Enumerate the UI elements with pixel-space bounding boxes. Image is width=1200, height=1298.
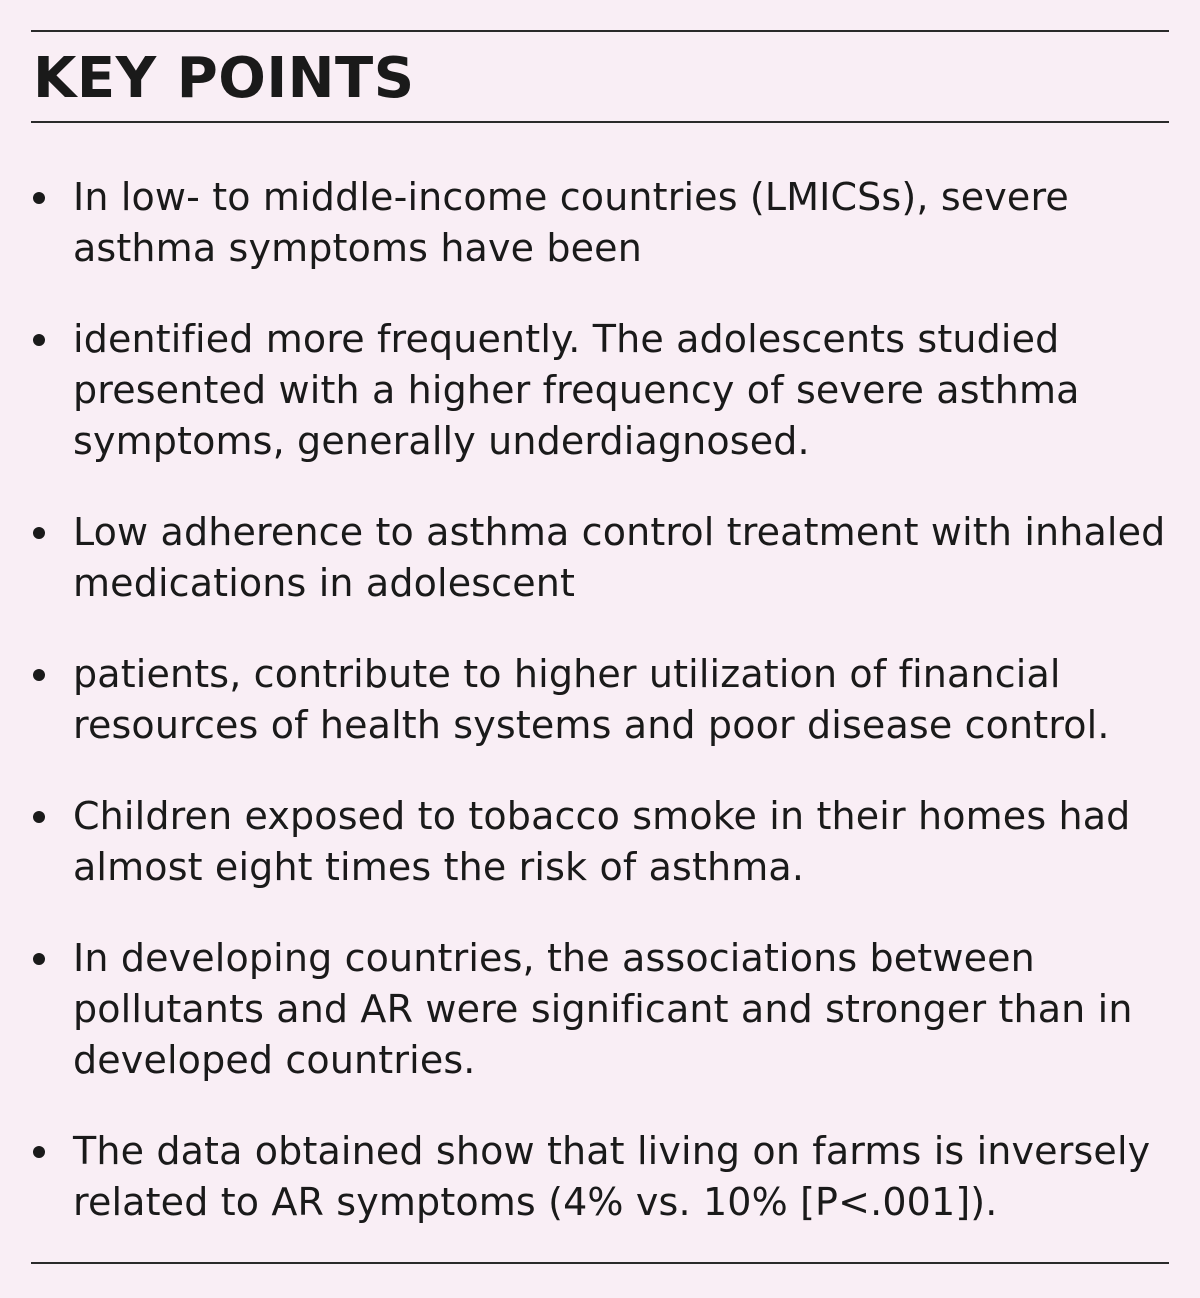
bullet-icon bbox=[33, 334, 45, 346]
list-item bbox=[31, 507, 1169, 609]
top-rule bbox=[31, 30, 1169, 32]
key-points-list bbox=[31, 172, 1169, 1268]
point-text: identified more frequently. The adolescents studied presented with a higher frequency of severe asthma symptoms, generally underdiagnosed. bbox=[73, 317, 1080, 463]
point-text: The data obtained show that living on farms is inversely related to AR symptoms (4% vs. 10% [P<.001]). bbox=[73, 1129, 1151, 1224]
list-item bbox=[31, 933, 1169, 1086]
point-text: Children exposed to tobacco smoke in their homes had almost eight times the risk of asthma. bbox=[73, 794, 1131, 889]
bullet-icon bbox=[33, 811, 45, 823]
point-text: Low adherence to asthma control treatment with inhaled medications in adolescent bbox=[73, 510, 1166, 605]
title-rule bbox=[31, 121, 1169, 123]
list-item bbox=[31, 791, 1169, 893]
list-item bbox=[31, 314, 1169, 467]
list-item bbox=[31, 649, 1169, 751]
bullet-icon bbox=[33, 527, 45, 539]
list-item bbox=[31, 172, 1169, 274]
bullet-icon bbox=[33, 953, 45, 965]
bullet-icon bbox=[33, 192, 45, 204]
point-text: patients, contribute to higher utilization of financial resources of health systems and poor disease control. bbox=[73, 652, 1110, 747]
point-text: In developing countries, the associations between pollutants and AR were significant and stronger than in developed countries. bbox=[73, 936, 1133, 1082]
bottom-rule bbox=[31, 1262, 1169, 1264]
bullet-icon bbox=[33, 669, 45, 681]
list-item bbox=[31, 1126, 1169, 1228]
key-points-box bbox=[31, 0, 1169, 1298]
bullet-icon bbox=[33, 1146, 45, 1158]
box-title: KEY POINTS bbox=[33, 46, 415, 111]
point-text: In low- to middle-income countries (LMICSs), severe asthma symptoms have been bbox=[73, 175, 1069, 270]
